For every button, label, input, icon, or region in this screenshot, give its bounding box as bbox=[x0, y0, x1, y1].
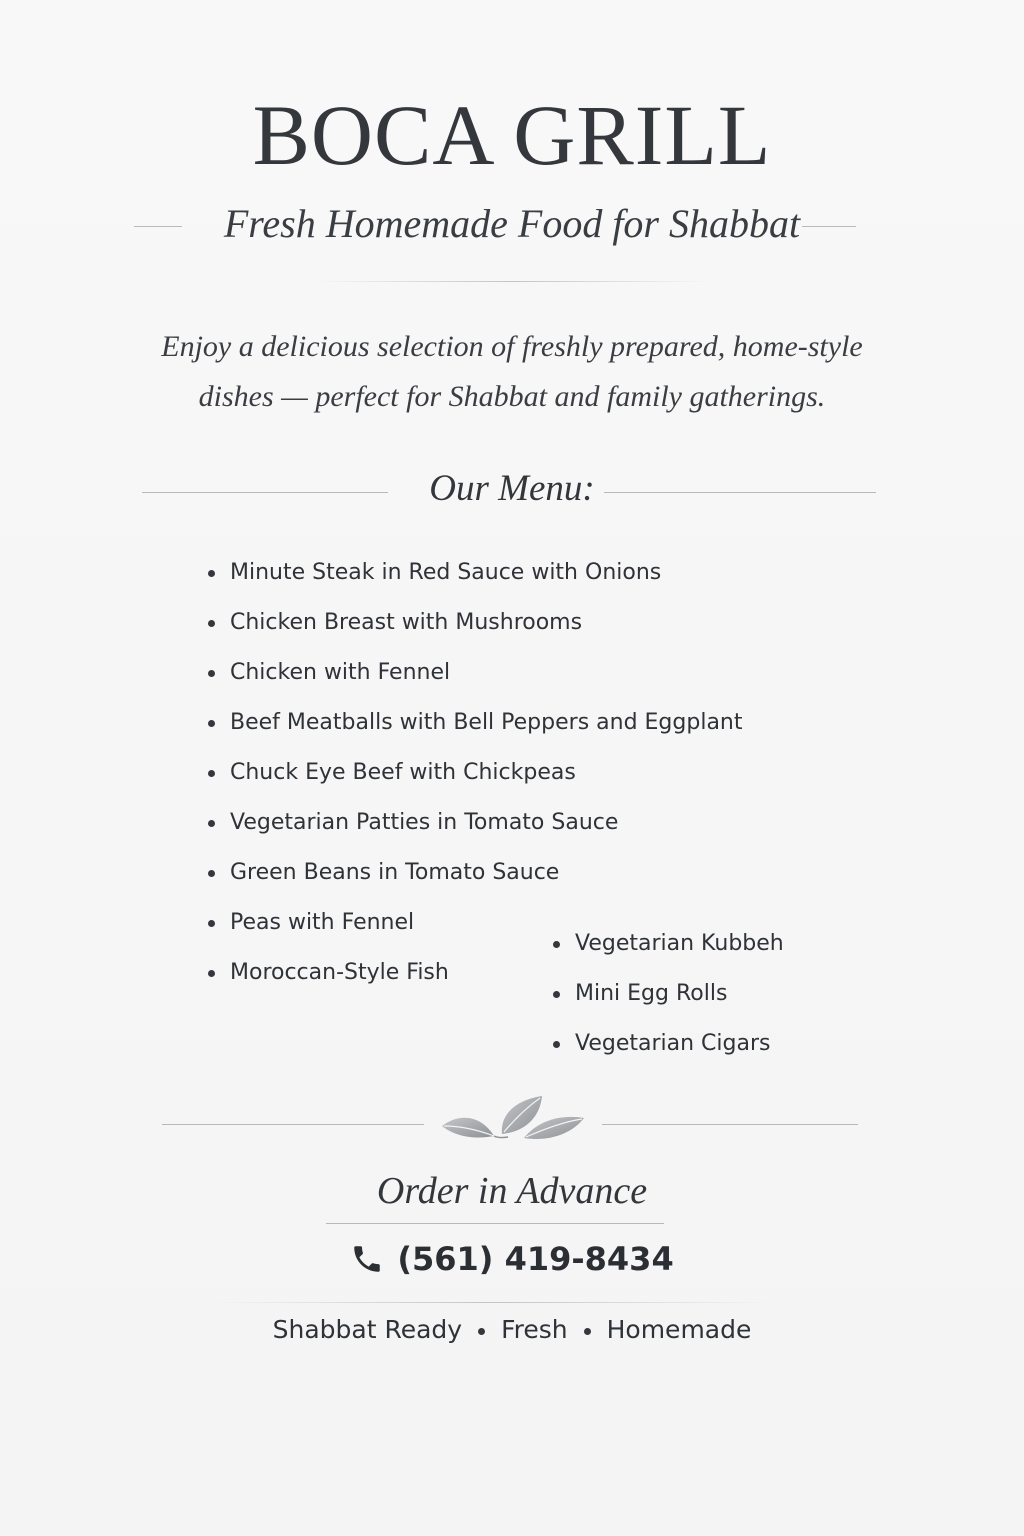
separator-dot bbox=[478, 1328, 485, 1335]
phone-row bbox=[0, 1236, 1024, 1280]
order-heading: Order in Advance bbox=[376, 1170, 648, 1212]
menu-item-label: Mini Egg Rolls bbox=[575, 981, 728, 1006]
bullet bbox=[208, 870, 215, 877]
order-rule bbox=[326, 1223, 664, 1224]
list-item bbox=[553, 919, 784, 969]
bullet bbox=[553, 1041, 560, 1048]
list-item bbox=[208, 848, 743, 898]
brand-title: BOCA GRILL bbox=[252, 87, 772, 183]
intro-line-2: dishes — perfect for Shabbat and family gatherings. bbox=[198, 380, 826, 413]
menu-item-label: Beef Meatballs with Bell Peppers and Eggplant bbox=[230, 710, 743, 735]
ornament-rule-right bbox=[602, 1124, 858, 1125]
intro-paragraph bbox=[120, 322, 904, 422]
menu-item-label: Vegetarian Cigars bbox=[575, 1031, 771, 1056]
menu-item-label: Chicken Breast with Mushrooms bbox=[230, 610, 583, 635]
list-item bbox=[208, 798, 743, 848]
phone-icon bbox=[350, 1242, 384, 1276]
footer-divider bbox=[210, 1302, 774, 1303]
menu-item-label: Chuck Eye Beef with Chickpeas bbox=[230, 760, 576, 785]
menu-item-label: Moroccan-Style Fish bbox=[230, 960, 449, 985]
list-item bbox=[208, 748, 743, 798]
menu-item-label: Vegetarian Kubbeh bbox=[575, 931, 784, 956]
menu-item-label: Vegetarian Patties in Tomato Sauce bbox=[230, 810, 619, 835]
menu-item-label: Peas with Fennel bbox=[230, 910, 415, 935]
footer-tags bbox=[0, 1310, 1024, 1350]
bullet bbox=[208, 970, 215, 977]
list-item bbox=[553, 969, 784, 1019]
list-item bbox=[208, 598, 743, 648]
intro-line-1: Enjoy a delicious selection of freshly prepared, home-style bbox=[161, 330, 863, 363]
bullet bbox=[553, 991, 560, 998]
bullet bbox=[208, 820, 215, 827]
menu-item-label: Minute Steak in Red Sauce with Onions bbox=[230, 560, 662, 585]
leaves-icon bbox=[438, 1088, 588, 1148]
menu-item-label: Chicken with Fennel bbox=[230, 660, 451, 685]
bullet bbox=[208, 570, 215, 577]
header-divider bbox=[312, 281, 712, 282]
footer-tag: Fresh bbox=[501, 1315, 568, 1344]
footer-tag: Shabbat Ready bbox=[272, 1315, 463, 1344]
separator-dot bbox=[584, 1328, 591, 1335]
footer-tag: Homemade bbox=[606, 1315, 752, 1344]
ornament-rule-left bbox=[162, 1124, 424, 1125]
bullet bbox=[208, 620, 215, 627]
list-item bbox=[208, 548, 743, 598]
tagline-rule-right bbox=[802, 226, 856, 227]
tagline: Fresh Homemade Food for Shabbat bbox=[223, 201, 801, 246]
bullet bbox=[208, 920, 215, 927]
menu-item-label: Green Beans in Tomato Sauce bbox=[230, 860, 560, 885]
phone-number: (561) 419-8434 bbox=[397, 1239, 674, 1278]
bullet bbox=[553, 941, 560, 948]
bullet bbox=[208, 670, 215, 677]
bullet bbox=[208, 720, 215, 727]
list-item bbox=[208, 648, 743, 698]
list-item bbox=[208, 698, 743, 748]
list-item bbox=[553, 1019, 784, 1069]
menu-list-right bbox=[553, 919, 784, 1069]
bullet bbox=[208, 770, 215, 777]
menu-rule-right bbox=[604, 492, 876, 493]
menu-heading: Our Menu: bbox=[429, 468, 595, 509]
